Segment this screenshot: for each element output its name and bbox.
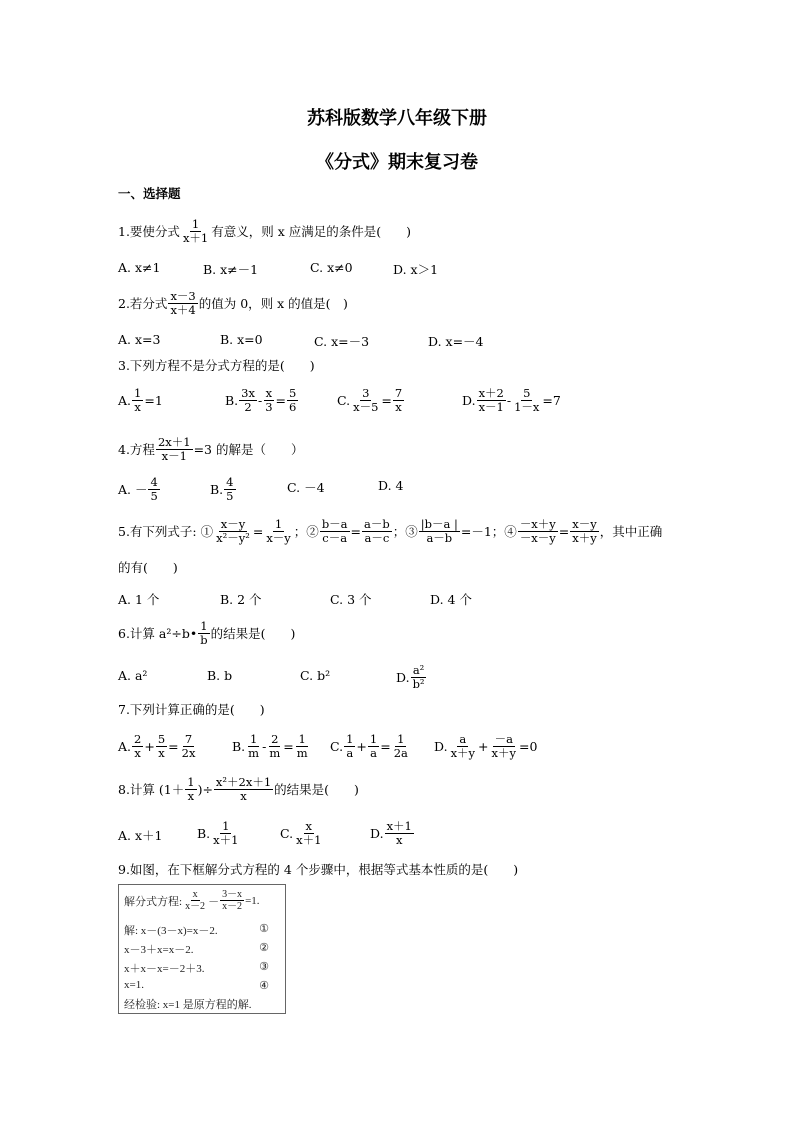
box-line-4: x=1. bbox=[124, 979, 144, 991]
q6-option-c: C. b² bbox=[300, 668, 331, 683]
q2-option-b: B. x=0 bbox=[220, 332, 263, 347]
question-5: 5.有下列式子: ① $\frac{x-y}{\text{x²－y²}}$ = $\frac{1}{x-y}$ ；② $\frac{b-a}{c-a}$ = $\frac{a-b}{a-c}$ ；③ $\frac{|b-a |}{a-b}$ =－1；④ $\frac{-x+y}{-x-y}$ = $\frac{x-y}{x+y}$ ，其中正确 bbox=[118, 516, 663, 545]
q6-option-a: A. a² bbox=[118, 668, 148, 683]
q8-option-c: C. $\frac{x}{x+1}$ bbox=[280, 818, 322, 847]
box-line-5: 经检验: x=1 是原方程的解. bbox=[124, 999, 252, 1011]
question-5-continued: 的有( ) bbox=[118, 560, 178, 575]
q7-option-b: B. $\frac{1}{m}$ - $\frac{2}{m}$ = $\frac{1}{m}$ bbox=[232, 731, 308, 760]
box-line-3: x＋x－x=－2＋3. bbox=[124, 963, 205, 975]
q3-option-d: D. $\frac{x+2}{x-1}$ - $\frac{5}{1-x}$ =7 bbox=[462, 385, 561, 414]
step-1-marker: ① bbox=[259, 923, 269, 935]
question-4: 4.方程 $\frac{2x+1}{x-1}$ =3 的解是（ ） bbox=[118, 434, 304, 463]
fraction: $\frac{x-3}{x+4}$ bbox=[170, 288, 196, 317]
question-7: 7.下列计算正确的是( ) bbox=[118, 702, 265, 717]
q5-option-d: D. 4 个 bbox=[430, 592, 472, 607]
q7-option-c: C. $\frac{1}{a}$ + $\frac{1}{a}$ = $\frac{1}{2a}$ bbox=[330, 731, 408, 760]
q8-option-d: D. $\frac{x+1}{x}$ bbox=[370, 818, 412, 847]
q6-option-b: B. b bbox=[207, 668, 233, 683]
step-2-marker: ② bbox=[259, 942, 269, 954]
q5-option-a: A. 1 个 bbox=[118, 592, 160, 607]
q1-option-d: D. x＞1 bbox=[393, 262, 439, 277]
q7-option-a: A. $\frac{2}{x}$ + $\frac{5}{x}$ = $\frac{7}{2x}$ bbox=[118, 731, 196, 760]
doc-title: 苏科版数学八年级下册 bbox=[307, 108, 487, 129]
q2-option-d: D. x=－4 bbox=[428, 334, 484, 349]
box-line-1: 解: x－(3－x)=x－2. bbox=[124, 925, 218, 937]
q5-option-c: C. 3 个 bbox=[330, 592, 372, 607]
solution-steps-box bbox=[118, 884, 286, 1014]
question-9: 9.如图，在下框解分式方程的 4 个步骤中，根据等式基本性质的是( ) bbox=[118, 862, 519, 877]
step-4-marker: ④ bbox=[259, 980, 269, 992]
q4-option-a: A. － $\frac{4}{5}$ bbox=[118, 474, 158, 503]
question-6: 6.计算 a²÷b• $\frac{1}{b}$ 的结果是( ) bbox=[118, 618, 296, 647]
q4-option-c: C. －4 bbox=[287, 480, 325, 495]
q7-option-d: D. $\frac{a}{x+y}$ + $\frac{-a}{x+y}$ =0 bbox=[434, 731, 538, 760]
fraction: $\frac{1}{x+1}$ bbox=[182, 216, 209, 245]
q3-option-b: B. $\frac{3x}{2}$ - $\frac{x}{3}$ = $\frac{5}{6}$ bbox=[225, 385, 297, 414]
q5-option-b: B. 2 个 bbox=[220, 592, 262, 607]
question-3: 3.下列方程不是分式方程的是( ) bbox=[118, 358, 315, 373]
q1-option-a: A. x≠1 bbox=[118, 260, 161, 275]
box-line-2: x－3＋x=x－2. bbox=[124, 944, 194, 956]
box-line-0: 解分式方程: $\frac{x}{x-2}$ － $\frac{3-x}{x-2}$ =1. bbox=[124, 889, 260, 912]
q3-option-c: C. $\frac{3}{x-5}$ = $\frac{7}{x}$ bbox=[337, 385, 403, 414]
q4-option-b: B. $\frac{4}{5}$ bbox=[210, 474, 234, 503]
question-1: 1.要使分式 $\frac{1}{x+1}$ 有意义，则 x 应满足的条件是( ) bbox=[118, 216, 412, 245]
question-8: 8.计算 (1＋ $\frac{1}{x}$ )÷ $\frac{\text{x²＋2x＋1}}{x}$ 的结果是( ) bbox=[118, 774, 359, 803]
q2-option-c: C. x=－3 bbox=[314, 334, 370, 349]
step-3-marker: ③ bbox=[259, 961, 269, 973]
q6-option-d: D. $\frac{\text{a²}}{\text{b²}}$ bbox=[396, 662, 425, 691]
q8-option-b: B. $\frac{1}{x+1}$ bbox=[197, 818, 239, 847]
q8-option-a: A. x＋1 bbox=[118, 828, 163, 843]
q1-option-c: C. x≠0 bbox=[310, 260, 353, 275]
q3-option-a: A. $\frac{1}{x}$ =1 bbox=[118, 385, 163, 414]
q4-option-d: D. 4 bbox=[378, 478, 404, 493]
q1-option-b: B. x≠－1 bbox=[203, 262, 259, 277]
q2-option-a: A. x=3 bbox=[118, 332, 161, 347]
question-2: 2.若分式 $\frac{x-3}{x+4}$ 的值为 0，则 x 的值是( ) bbox=[118, 288, 348, 317]
section-heading: 一、选择题 bbox=[118, 186, 181, 201]
doc-subtitle: 《分式》期末复习卷 bbox=[316, 152, 478, 173]
